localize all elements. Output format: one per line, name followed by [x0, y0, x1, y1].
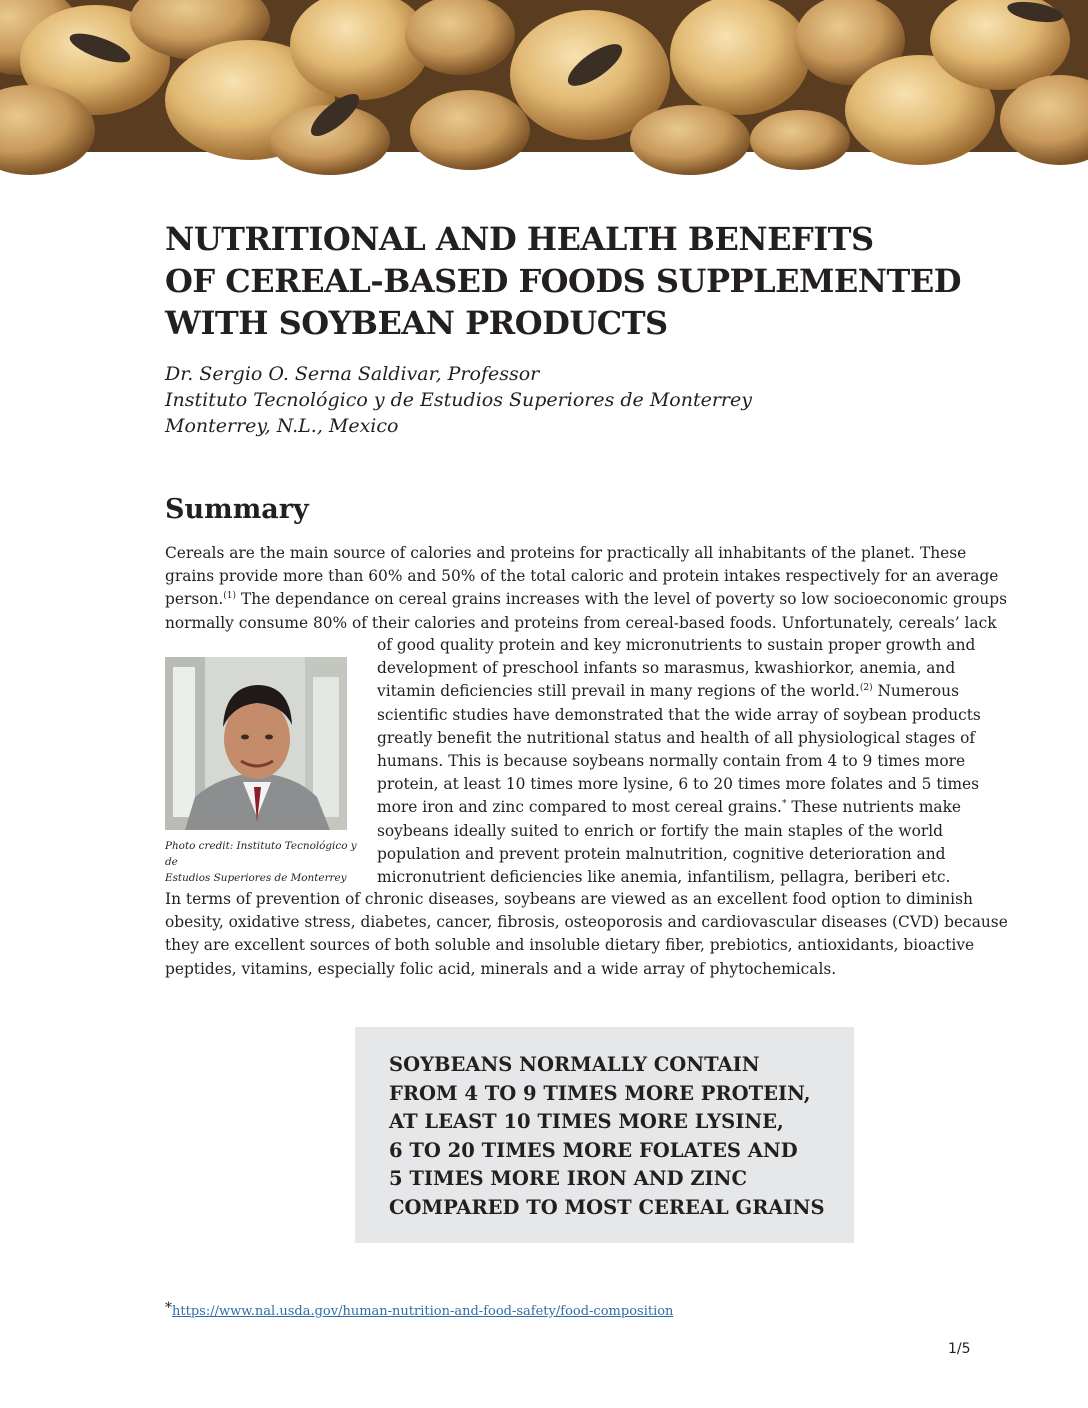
callout-line: FROM 4 TO 9 TIMES MORE PROTEIN,	[389, 1081, 811, 1105]
author-block	[165, 361, 752, 439]
title-line: WITH SOYBEAN PRODUCTS	[165, 304, 668, 342]
footnote-link[interactable]: https://www.nal.usda.gov/human-nutrition-and-food-safety/food-composition	[172, 1304, 674, 1319]
photo-caption	[165, 838, 365, 886]
author-location: Monterrey, N.L., Mexico	[165, 415, 399, 437]
summary-paragraph-top	[165, 542, 1008, 632]
paragraph-line: they are excellent sources of both soluble and insoluble dietary fiber, prebiotics, antioxidants, bioactive	[165, 936, 975, 955]
callout-line: COMPARED TO MOST CEREAL GRAINS	[389, 1195, 825, 1219]
paragraph-line: development of preschool infants so marasmus, kwashiorkor, anemia, and	[377, 659, 956, 678]
author-name: Dr. Sergio O. Serna Saldivar, Professor	[165, 363, 540, 385]
paragraph-line: humans. This is because soybeans normally contain from 4 to 9 times more	[377, 751, 966, 770]
callout-line: SOYBEANS NORMALLY CONTAIN	[389, 1053, 760, 1076]
paragraph-line: normally consume 80% of their calories and proteins from cereal-based foods. Unfortunately, cereals’ lack	[165, 613, 997, 632]
citation-ref: (1)	[223, 591, 237, 602]
footnote-marker: *	[165, 1300, 172, 1316]
author-portrait-photo	[165, 657, 347, 830]
paragraph-line: protein, at least 10 times more lysine, 6 to 20 times more folates and 5 times	[377, 775, 980, 794]
paragraph-line: person.$^{(1)}$ The dependance on cereal grains increases with the level of poverty so low socioeconomic groups	[165, 590, 1008, 609]
paragraph-line: soybeans ideally suited to enrich or fortify the main staples of the world	[377, 821, 943, 840]
caption-line: Estudios Superiores de Monterrey	[165, 872, 347, 884]
paragraph-line: micronutrient deficiencies like anemia, infantilism, pellagra, beriberi etc.	[377, 867, 951, 886]
footnote-ref: *	[781, 799, 787, 810]
title-line: NUTRITIONAL AND HEALTH BENEFITS	[165, 220, 874, 258]
title-line: OF CEREAL-BASED FOODS SUPPLEMENTED	[165, 262, 961, 300]
summary-heading: Summary	[165, 494, 309, 525]
paragraph-line: Cereals are the main source of calories and proteins for practically all inhabitants of the planet. These	[165, 544, 967, 562]
callout-line: 5 TIMES MORE IRON AND ZINC	[389, 1167, 748, 1190]
paragraph-line: obesity, oxidative stress, diabetes, cancer, fibrosis, osteoporosis and cardiovascular diseases (CVD) because	[165, 913, 1008, 932]
paragraph-line: population and prevent protein malnutrition, cognitive deterioration and	[377, 844, 946, 863]
paragraph-line: more iron and zinc compared to most cereal grains.* These nutrients make	[377, 798, 962, 817]
paragraph-line: scientific studies have demonstrated that the wide array of soybean products	[377, 705, 981, 724]
page-number: 1/5	[948, 1341, 971, 1357]
paragraph-line: grains provide more than 60% and 50% of the total caloric and protein intakes respectively for an average	[165, 567, 999, 586]
paragraph-line: peptides, vitamins, especially folic acid, minerals and a wide array of phytochemicals.	[165, 959, 837, 978]
paragraph-line: greatly benefit the nutritional status and health of all physiological stages of	[377, 728, 976, 747]
citation-ref: (2)	[859, 683, 873, 694]
footnote	[165, 1298, 673, 1322]
soybeans-banner-image	[0, 0, 1088, 152]
callout-line: AT LEAST 10 TIMES MORE LYSINE,	[389, 1110, 784, 1133]
caption-line: Photo credit: Instituto Tecnológico y de	[165, 840, 357, 868]
paragraph-line: of good quality protein and key micronutrients to sustain proper growth and	[377, 636, 976, 654]
article-title	[165, 218, 965, 344]
summary-paragraph-wrap	[377, 634, 981, 889]
author-institution: Instituto Tecnológico y de Estudios Superiores de Monterrey	[165, 389, 752, 411]
paragraph-line: In terms of prevention of chronic diseases, soybeans are viewed as an excellent food option to diminish	[165, 890, 973, 908]
paragraph-line: vitamin deficiencies still prevail in many regions of the world.$^{(2)}$ Numerous	[377, 682, 959, 701]
callout-line: 6 TO 20 TIMES MORE FOLATES AND	[389, 1138, 798, 1162]
summary-paragraph-bottom	[165, 888, 1008, 981]
callout-text	[389, 1051, 825, 1222]
